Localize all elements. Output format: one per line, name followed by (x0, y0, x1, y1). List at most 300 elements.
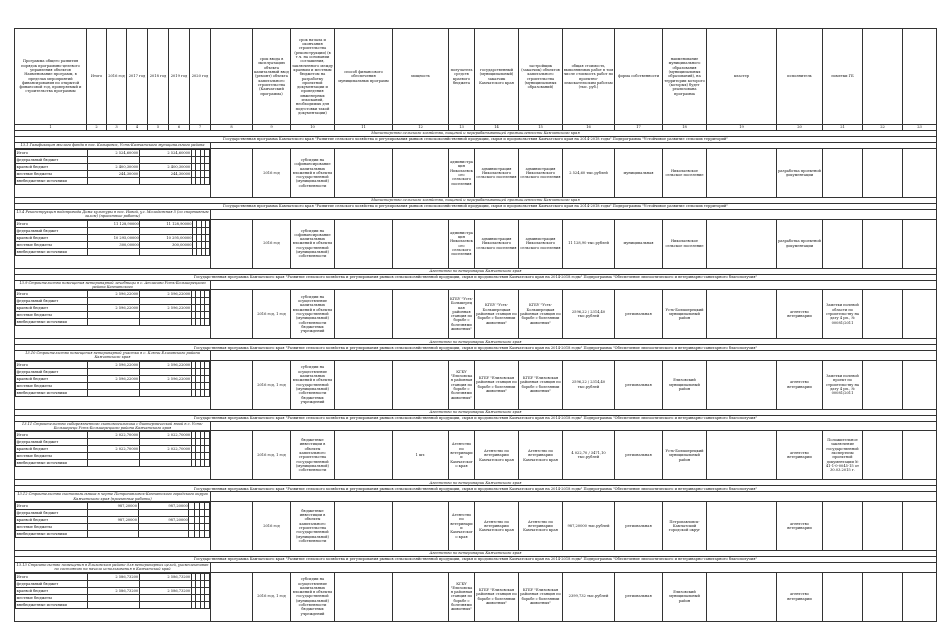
cluster-cell (707, 431, 777, 480)
capacity-cell (393, 572, 449, 621)
financing-empty-year (204, 516, 209, 523)
empty-cell (211, 149, 253, 198)
method-cell: бюджетные инвестиции в объекты капитального строительства государственной (муниципальной) собственности (291, 501, 335, 550)
financing-cell (15, 219, 211, 268)
financing-cell (15, 149, 211, 198)
column-number: 9 (253, 125, 291, 131)
financing-2016 (140, 227, 193, 234)
recipient-cell: администрация Николаевского сельского поселения (449, 149, 475, 198)
financing-empty-year (205, 241, 209, 248)
empty-cell (863, 149, 903, 198)
header-cell: наименование муниципального образования (муниципальных образований), на территории которого (которых) будет реализована программа (663, 29, 707, 125)
municipality-cell: Усть-Большерецкий муниципальный район (663, 431, 707, 480)
object-title: 13.4 Реконструкция водопровода Дома культуры в пос. Новой, ул. Молодежная 5 (со спортивным залом) (проектные работы) (16, 210, 209, 219)
empty-cell (211, 431, 253, 480)
financing-2016: 2 596,22000 (139, 361, 191, 368)
empty-cell (211, 501, 253, 550)
header-cell: 2017 год (127, 29, 148, 125)
financing-2016: 10 295,00000 (140, 234, 193, 241)
term-cell: 2016 год, 1 год (253, 290, 291, 339)
financing-row-local (16, 171, 210, 178)
ownership-cell: муниципальная (615, 219, 663, 268)
financing-2016: 2 586,73200 (139, 573, 191, 580)
financing-empty-year (205, 178, 210, 185)
financing-2016 (138, 530, 189, 537)
financing-2016 (139, 312, 191, 319)
financing-empty-year (205, 389, 210, 396)
financing-2016: 987,20000 (138, 502, 189, 509)
financing-label: Итого (16, 220, 88, 227)
cost-cell: 2399,732 тыс.рублей (563, 572, 615, 621)
financing-total (87, 509, 138, 516)
financing-row-total (16, 502, 210, 509)
column-number: 21 (823, 125, 863, 131)
column-number: 23 (903, 125, 937, 131)
header-cell: 2020 год (190, 29, 211, 125)
financing-row-total (16, 220, 210, 227)
financing-total: 987,20000 (87, 516, 138, 523)
financing-table (15, 290, 210, 326)
object-detail-row (15, 219, 937, 268)
program-title: Государственная программа Камчатского края "Развитие сельского хозяйства и регулирования рынков сельскохозяйственной продукции, сырья и продовольствия Камчатского края на 2014-2018 годы" Подпрограмма "Обеспечение эпизоотического и ветеринарно-санитарного благополучия" (15, 274, 937, 280)
program-title: Государственная программа Камчатского края "Развитие сельского хозяйства и регулирования рынков сельскохозяйственной продукции, сырья и продовольствия Камчатского края на 2014-2018 годы" Подпрограмма "Обеспечение эпизоотического и ветеринарно-санитарного благополучия" (15, 486, 937, 492)
financing-row-federal (16, 439, 210, 446)
developer-cell: Агентство по ветеринарии Камчатского края (519, 501, 563, 550)
financing-empty-year (205, 171, 210, 178)
object-row-spacer (211, 421, 937, 431)
ownership-cell: региональная (615, 572, 663, 621)
object-detail-row (15, 572, 937, 621)
financing-total: 2 596,22000 (87, 305, 139, 312)
executor-cell: разработка проектной документации (777, 149, 823, 198)
financing-empty-year (205, 573, 210, 580)
financing-label: Итого (16, 361, 88, 368)
ownership-cell: региональная (615, 431, 663, 480)
header-cell: пометки ГБ (823, 29, 863, 125)
financing-empty-year (205, 375, 210, 382)
column-number: 20 (777, 125, 823, 131)
financing-empty-year (205, 460, 210, 467)
financing-2016: 300,00000 (140, 241, 193, 248)
financing-total (87, 389, 139, 396)
financing-2016 (139, 601, 191, 608)
financing-label: местные бюджеты (16, 594, 88, 601)
financing-label: краевой бюджет (16, 375, 88, 382)
financing-label: федеральный бюджет (16, 368, 88, 375)
financing-total: 2 524,60000 (87, 150, 139, 157)
financing-row-total (16, 150, 210, 157)
capacity-cell (393, 149, 449, 198)
financing-2016 (139, 594, 191, 601)
financing-label: федеральный бюджет (16, 298, 88, 305)
developer-cell: администрация Николаевского сельского поселения (519, 219, 563, 268)
cost-cell: 2 524,60 тыс.рублей (563, 149, 615, 198)
empty-cell (211, 290, 253, 339)
header-cell: государственный (муниципальный) заказчик Камчатского края (475, 29, 519, 125)
financing-2016: 2 524,60000 (139, 150, 191, 157)
empty-cell (863, 501, 903, 550)
financing-total (87, 601, 139, 608)
cost-cell: 987,20000 тыс.рублей (563, 501, 615, 550)
empty-cell (863, 431, 903, 480)
recipient-cell: КГБУ "Елизовская районная станция по борьбе с болезнями животных" (449, 360, 475, 409)
financing-label: внебюджетные источники (16, 601, 88, 608)
financing-2016: 2 596,22000 (139, 291, 191, 298)
financing-empty-year (205, 580, 210, 587)
empty-cell (335, 149, 393, 198)
customer-cell: КГБУ "Елизовская районная станция по борьбе с болезнями животных" (475, 572, 519, 621)
empty-cell (903, 431, 937, 480)
financing-label: Итого (16, 502, 88, 509)
header-cell: кластер (707, 29, 777, 125)
financing-row-federal (16, 157, 210, 164)
object-title: 13.12 Строительство скотомогильника в черте Петропавловск-Камчатского городского округа Камчатского края (проектные работы) (15, 492, 211, 502)
financing-row-regional (16, 587, 210, 594)
financing-label: внебюджетные источники (16, 248, 88, 255)
financing-row-total (16, 361, 210, 368)
financing-label: внебюджетные источники (16, 460, 88, 467)
financing-total: 2 586,73200 (87, 573, 139, 580)
term-cell: 2016 год, 1 год (253, 431, 291, 480)
empty-cell (863, 219, 903, 268)
column-number: 1 (15, 125, 87, 131)
financing-label: краевой бюджет (16, 164, 88, 171)
financing-2016 (139, 439, 191, 446)
financing-label: краевой бюджет (16, 234, 88, 241)
term-cell: 2016 год (253, 501, 291, 550)
object-row (15, 562, 937, 572)
financing-total (87, 453, 139, 460)
customer-cell: КГБУ "Елизовская районная станция по борьбе с болезнями животных" (475, 360, 519, 409)
financing-2016 (139, 319, 191, 326)
financing-label: местные бюджеты (16, 171, 88, 178)
recipient-cell: Агентство по ветеринарии Камчатского края (449, 501, 475, 550)
object-title: 13.1 Газификация жилого фонда в пос. Козыревск, Усть-Камчатского муниципального района (15, 143, 211, 149)
capacity-cell (393, 501, 449, 550)
financing-2016 (139, 368, 191, 375)
financing-cell (15, 501, 211, 550)
column-number: 11 (335, 125, 393, 131)
financing-2016: 244,30000 (139, 171, 191, 178)
financing-empty-year (205, 164, 210, 171)
column-number: 14 (475, 125, 519, 131)
capacity-cell: 1 шт. (393, 431, 449, 480)
financing-total (87, 368, 139, 375)
cost-cell: 11 128,90 тыс.рублей (563, 219, 615, 268)
section-heading: Министерство сельского хозяйства, пищевой и перерабатывающей промышленности Камчатского края (15, 198, 937, 204)
object-detail-row (15, 501, 937, 550)
empty-cell (903, 219, 937, 268)
header-cell: мощность (393, 29, 449, 125)
municipality-cell: Петропавловск-Камчатский городской округ (663, 501, 707, 550)
financing-row-regional (16, 446, 210, 453)
financing-table (15, 149, 210, 185)
financing-2016 (139, 580, 191, 587)
municipality-cell: Елизовский муниципальный район (663, 360, 707, 409)
header-cell: форма собственности (615, 29, 663, 125)
cluster-cell (707, 572, 777, 621)
financing-2016 (139, 298, 191, 305)
column-number: 6 (169, 125, 190, 131)
column-number: 2 (87, 125, 107, 131)
empty-cell (335, 501, 393, 550)
financing-row-federal (16, 298, 210, 305)
capacity-cell (393, 290, 449, 339)
financing-2016 (138, 523, 189, 530)
customer-cell: Агентство по ветеринарии Камчатского края (475, 431, 519, 480)
column-number: 19 (707, 125, 777, 131)
financing-2016: 2 596,22000 (139, 305, 191, 312)
method-cell: субсидии на осуществление капитальных вложений в объекты государственной (муниципальной) собственности бюджетных учреждений (291, 290, 335, 339)
financing-row-regional (16, 375, 210, 382)
financing-empty-year (205, 220, 209, 227)
financing-cell (15, 431, 211, 480)
column-number: 4 (127, 125, 148, 131)
financing-empty-year (205, 594, 210, 601)
financing-empty-year (205, 361, 210, 368)
financing-empty-year (205, 446, 210, 453)
header-cell: застройщик (заказчик) объектов капитального строительства (муниципальных образований) (519, 29, 563, 125)
financing-2016 (139, 453, 191, 460)
object-row-spacer (211, 492, 937, 502)
object-detail-row (15, 360, 937, 409)
empty-cell (211, 219, 253, 268)
financing-empty-year (205, 587, 210, 594)
financing-row-total (16, 432, 210, 439)
object-title: 13.13 Строительство помещения в Елизовском районе для ветеринарных целей, укомплектован по состоянию на начало использования в Камчатский край (15, 562, 211, 572)
empty-cell (335, 219, 393, 268)
header-cell: срок ввода в эксплуатацию объекта капитальный ввод (ремонт) объекта капитального строительства (Камчатский программа) (253, 29, 291, 125)
financing-label: местные бюджеты (16, 312, 88, 319)
financing-2016 (139, 460, 191, 467)
financing-total (87, 319, 139, 326)
financing-label: Итого (16, 150, 88, 157)
financing-2016: 2 596,22000 (139, 375, 191, 382)
financing-total: 987,20000 (87, 502, 138, 509)
term-cell: 2016 год (253, 219, 291, 268)
financing-label: федеральный бюджет (16, 439, 88, 446)
financing-total (87, 157, 139, 164)
capacity-cell (393, 360, 449, 409)
financing-empty-year (204, 530, 209, 537)
financing-2016: 2 400,30000 (139, 164, 191, 171)
empty-cell (335, 572, 393, 621)
method-cell: субсидии на осуществление капитальных вложений в объекты государственной (муниципальной) собственности бюджетных учреждений (291, 572, 335, 621)
financing-total: 300,00000 (87, 241, 140, 248)
note-cell (823, 501, 863, 550)
financing-row-local (16, 523, 210, 530)
object-title: 13.9 Строительство помещения ветеринарной лечебницы в с. Атласово Усть-Большерецкого района Камчатского (15, 280, 211, 290)
financing-2016 (139, 382, 191, 389)
financing-total: 2 022,70000 (87, 432, 139, 439)
financing-2016 (139, 389, 191, 396)
financing-total: 2 596,22000 (87, 291, 139, 298)
customer-cell: администрация Николаевского сельского поселения (475, 149, 519, 198)
financing-table (15, 361, 210, 397)
financing-row-local (16, 382, 210, 389)
cost-cell: 4 022,70 / 3471,10 тыс.рублей (563, 431, 615, 480)
empty-cell (335, 431, 393, 480)
empty-cell (903, 290, 937, 339)
object-row (15, 280, 937, 290)
cluster-cell (707, 219, 777, 268)
financing-empty-year (205, 312, 210, 319)
header-cell: 2019 год (169, 29, 190, 125)
financing-table (15, 573, 210, 609)
customer-cell: Агентство по ветеринарии Камчатского края (475, 501, 519, 550)
cost-cell: 2596,22 / 2314,40 тыс.рублей (563, 290, 615, 339)
financing-total: 2 400,30000 (87, 164, 139, 171)
financing-cell (15, 360, 211, 409)
executor-cell: агентство ветеринарии (777, 572, 823, 621)
municipality-cell: Елизовский муниципальный район (663, 572, 707, 621)
capacity-cell (393, 219, 449, 268)
financing-label: внебюджетные источники (16, 530, 88, 537)
object-detail-row (15, 431, 937, 480)
financing-total: 2 022,70000 (87, 446, 139, 453)
recipient-cell: администрация Николаевского сельского поселения (449, 219, 475, 268)
header-cell (863, 29, 903, 125)
financing-label: краевой бюджет (16, 516, 88, 523)
developer-cell: КГБУ "Елизовская районная станция по борьбе с болезнями животных" (519, 360, 563, 409)
column-number: 15 (519, 125, 563, 131)
financing-total: 2 586,73200 (87, 587, 139, 594)
executor-cell: агентство ветеринарии (777, 431, 823, 480)
financing-total: 2 596,22000 (87, 375, 139, 382)
financing-total (87, 530, 138, 537)
empty-cell (903, 360, 937, 409)
financing-row-extra (16, 460, 210, 467)
empty-cell (211, 360, 253, 409)
financing-2016 (138, 509, 189, 516)
column-number: 13 (449, 125, 475, 131)
developer-cell: администрация Николаевского сельского поселения (519, 149, 563, 198)
financing-label: внебюджетные источники (16, 319, 88, 326)
financing-total (87, 227, 140, 234)
financing-row-extra (16, 178, 210, 185)
financing-row-extra (16, 601, 210, 608)
recipient-cell: КГБУ "Елизовская районная станция по борьбе с болезнями животных" (449, 572, 475, 621)
method-cell: субсидии на осуществление капитальных вложений в объекты государственной (муниципальной) собственности бюджетных учреждений (291, 360, 335, 409)
financing-label: краевой бюджет (16, 446, 88, 453)
financing-label: краевой бюджет (16, 305, 88, 312)
column-number: 8 (211, 125, 253, 131)
note-cell: Положительное заключение государственной экспертизы проектной документации № 41-1-0-0045-15 от 30.03.2015 г. (823, 431, 863, 480)
financing-row-local (16, 312, 210, 319)
object-row-spacer (211, 351, 937, 361)
financing-label: местные бюджеты (16, 523, 88, 530)
financing-empty-year (205, 368, 210, 375)
financing-label: федеральный бюджет (16, 157, 88, 164)
empty-cell (211, 572, 253, 621)
object-row-spacer (211, 562, 937, 572)
financing-empty-year (205, 319, 210, 326)
financing-row-local (16, 453, 210, 460)
financing-row-extra (16, 389, 210, 396)
financing-empty-year (205, 432, 210, 439)
financing-label: Итого (16, 573, 88, 580)
column-number: 3 (107, 125, 127, 131)
developer-cell: КГБУ "Усть-Большерецкая районная станция по борьбе с болезнями животных" (519, 290, 563, 339)
financing-row-regional (16, 305, 210, 312)
header-cell: 2016 год (107, 29, 127, 125)
ownership-cell: региональная (615, 360, 663, 409)
recipient-cell: КГБУ "Усть-Большерецкая районная станция по борьбе с болезнями животных" (449, 290, 475, 339)
financing-label: федеральный бюджет (16, 580, 88, 587)
financing-total (87, 178, 139, 185)
section-heading: Министерство сельского хозяйства, пищевой и перерабатывающей промышленности Камчатского края (15, 131, 937, 137)
financing-label: местные бюджеты (16, 453, 88, 460)
financing-row-regional (16, 234, 210, 241)
program-title: Государственная программа Камчатского края "Развитие сельского хозяйства и регулирования рынков сельскохозяйственной продукции, сырья и продовольствия Камчатского края на 2014-2018 годы" Подпрограмма "Обеспечение эпизоотического и ветеринарно-санитарного благополучия" (15, 345, 937, 351)
object-row (15, 492, 937, 502)
column-number: 10 (291, 125, 335, 131)
object-detail-row (15, 149, 937, 198)
financing-row-local (16, 594, 210, 601)
municipality-cell: Николаевское сельское поселение (663, 149, 707, 198)
object-row (15, 351, 937, 361)
financing-empty-year (205, 248, 209, 255)
financing-empty-year (205, 234, 209, 241)
financing-total (87, 439, 139, 446)
financing-label: внебюджетные источники (16, 389, 88, 396)
header-cell (903, 29, 937, 125)
financing-empty-year (205, 439, 210, 446)
financing-table (15, 220, 210, 256)
section-heading: Агентство по ветеринарии Камчатского края (15, 409, 937, 415)
header-cell: срок начала и окончания строительства (реконструкции) (в т.ч. на основании соглашения, заключенного между краевым и местным бюджетом на разработку проектной документации и проведения инженерных изысканий, необходимых для подготовки такой документации) (291, 29, 335, 125)
header-cell: 2018 год (148, 29, 169, 125)
financing-label: местные бюджеты (16, 382, 88, 389)
executor-cell: разработка проектной документации (777, 219, 823, 268)
section-heading: Агентство по ветеринарии Камчатского края (15, 339, 937, 345)
financing-total (87, 382, 139, 389)
financing-row-total (16, 573, 210, 580)
term-cell: 2016 год, 1 год (253, 360, 291, 409)
financing-empty-year (205, 305, 210, 312)
header-cell: получатель средств краевого бюджета (449, 29, 475, 125)
financing-2016: 2 586,73200 (139, 587, 191, 594)
program-title: Государственная программа Камчатского края "Развитие сельского хозяйства и регулирования рынков сельскохозяйственной продукции, сырья и продовольствия Камчатского края на 2014-2018 годы" Подпрограмма "Устойчивое развитие сельских территорий" (15, 137, 937, 143)
empty-cell (863, 360, 903, 409)
program-title: Государственная программа Камчатского края "Развитие сельского хозяйства и регулирования рынков сельскохозяйственной продукции, сырья и продовольствия Камчатского края на 2014-2018 годы" Подпрограмма "Обеспечение эпизоотического и ветеринарно-санитарного благополучия" (15, 556, 937, 562)
financing-total (87, 594, 139, 601)
financing-empty-year (205, 382, 210, 389)
note-cell (823, 572, 863, 621)
program-title: Государственная программа Камчатского края "Развитие сельского хозяйства и регулирования рынков сельскохозяйственной продукции, сырья и продовольствия Камчатского края на 2014-2018 годы" Подпрограмма "Устойчивое развитие сельских территорий" (15, 204, 937, 210)
cluster-cell (707, 501, 777, 550)
financing-empty-year (205, 157, 210, 164)
method-cell: бюджетные инвестиции в объекты капитального строительства государственной (муниципальной) собственности (291, 431, 335, 480)
financing-empty-year (205, 601, 210, 608)
financing-label: федеральный бюджет (16, 227, 88, 234)
executor-cell: агентство ветеринарии (777, 290, 823, 339)
cluster-cell (707, 360, 777, 409)
empty-cell (335, 360, 393, 409)
financing-2016: 2 022,70000 (139, 446, 191, 453)
financing-row-federal (16, 227, 210, 234)
ownership-cell: региональная (615, 290, 663, 339)
financing-row-extra (16, 248, 210, 255)
developer-cell: КГБУ "Елизовская районная станция по борьбе с болезнями животных" (519, 572, 563, 621)
object-row-spacer (211, 210, 937, 220)
section-heading: Агентство по ветеринарии Камчатского края (15, 268, 937, 274)
financing-total: 2 596,22000 (87, 361, 139, 368)
financing-row-total (16, 291, 210, 298)
financing-row-local (16, 241, 210, 248)
header-cell: общая стоимость, выполняемых работ в том числе стоимость работ по проектно-изыскательским работам (тыс. руб.) (563, 29, 615, 125)
empty-cell (903, 572, 937, 621)
